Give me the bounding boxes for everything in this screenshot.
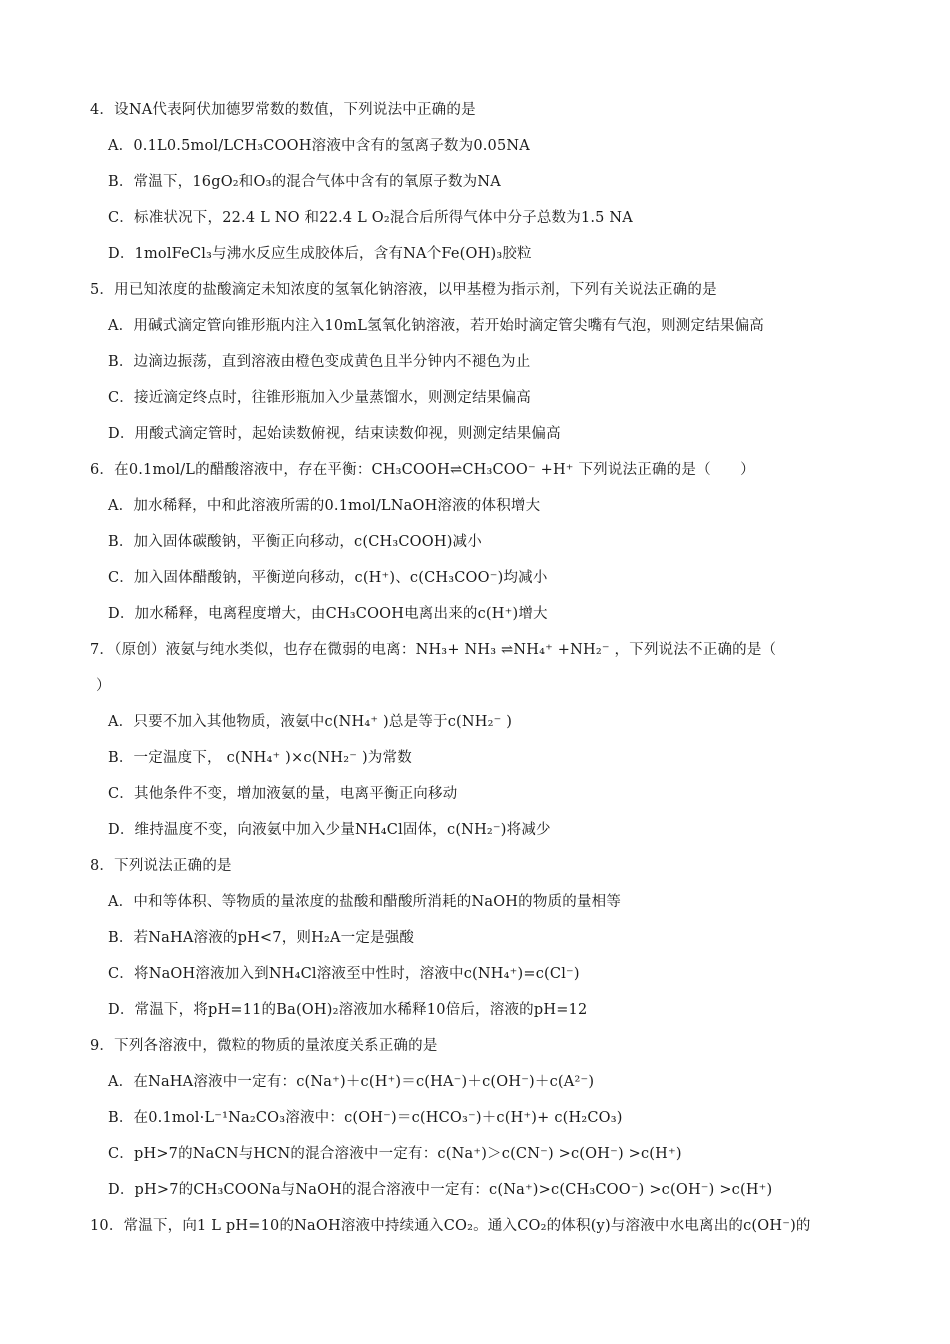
question-9-option-b: B．在0.1mol·L⁻¹Na₂CO₃溶液中：c(OH⁻)＝c(HCO₃⁻)＋c(H⁺)+ c(H₂CO₃): [108, 1110, 623, 1126]
question-7-option-d: D．维持温度不变，向液氨中加入少量NH₄Cl固体，c(NH₂⁻)将减少: [108, 822, 551, 838]
question-6-option-b: B．加入固体碳酸钠，平衡正向移动，c(CH₃COOH)减小: [108, 534, 482, 550]
question-6-stem: 6．在0.1mol/L的醋酸溶液中，存在平衡：CH₃COOH⇌CH₃COO⁻ +H⁺ 下列说法正确的是（ ）: [90, 462, 755, 478]
question-7-option-a: A．只要不加入其他物质，液氨中c(NH₄⁺ )总是等于c(NH₂⁻ ): [108, 714, 513, 730]
question-7-option-c: C．其他条件不变，增加液氨的量，电离平衡正向移动: [108, 786, 458, 802]
question-5-stem: 5．用已知浓度的盐酸滴定未知浓度的氢氧化钠溶液，以甲基橙为指示剂，下列有关说法正确的是: [90, 282, 717, 298]
question-7-stem: 7．（原创）液氨与纯水类似，也存在微弱的电离：NH₃+ NH₃ ⇌NH₄⁺ +NH₂⁻ ，下列说法不正确的是（: [90, 642, 777, 658]
question-6-option-d: D．加水稀释，电离程度增大，由CH₃COOH电离出来的c(H⁺)增大: [108, 606, 548, 622]
question-7-stem-cont: ）: [96, 678, 111, 694]
question-5-option-a: A．用碱式滴定管向锥形瓶内注入10mL氢氧化钠溶液，若开始时滴定管尖嘴有气泡，则测定结果偏高: [108, 318, 764, 334]
question-6-option-a: A．加水稀释，中和此溶液所需的0.1mol/LNaOH溶液的体积增大: [108, 498, 541, 514]
question-7-option-b: B．一定温度下， c(NH₄⁺ )×c(NH₂⁻ )为常数: [108, 750, 412, 766]
question-9-stem: 9．下列各溶液中，微粒的物质的量浓度关系正确的是: [90, 1038, 438, 1054]
question-4-option-d: D．1molFeCl₃与沸水反应生成胶体后，含有NA个Fe(OH)₃胶粒: [108, 246, 532, 262]
question-5-option-d: D．用酸式滴定管时，起始读数俯视，结束读数仰视，则测定结果偏高: [108, 426, 561, 442]
question-8-option-b: B．若NaHA溶液的pH<7，则H₂A一定是强酸: [108, 930, 415, 946]
question-8-option-a: A．中和等体积、等物质的量浓度的盐酸和醋酸所消耗的NaOH的物质的量相等: [108, 894, 622, 910]
question-9-option-d: D．pH>7的CH₃COONa与NaOH的混合溶液中一定有：c(Na⁺)>c(CH₃COO⁻) >c(OH⁻) >c(H⁺): [108, 1182, 773, 1198]
question-4-option-b: B．常温下，16gO₂和O₃的混合气体中含有的氧原子数为NA: [108, 174, 501, 190]
question-10-stem: 10．常温下，向1 L pH=10的NaOH溶液中持续通入CO₂。通入CO₂的体积(y)与溶液中水电离出的c(OH⁻)的: [90, 1218, 811, 1234]
question-8-stem: 8．下列说法正确的是: [90, 858, 232, 874]
question-6-option-c: C．加入固体醋酸钠，平衡逆向移动，c(H⁺)、c(CH₃COO⁻)均减小: [108, 570, 548, 586]
question-4-option-a: A．0.1L0.5mol/LCH₃COOH溶液中含有的氢离子数为0.05NA: [108, 138, 530, 154]
question-5-option-c: C．接近滴定终点时，往锥形瓶加入少量蒸馏水，则测定结果偏高: [108, 390, 531, 406]
question-4-stem: 4．设NA代表阿伏加德罗常数的数值，下列说法中正确的是: [90, 102, 476, 118]
question-9-option-a: A．在NaHA溶液中一定有：c(Na⁺)＋c(H⁺)＝c(HA⁻)＋c(OH⁻)＋c(A²⁻): [108, 1074, 595, 1090]
question-4-option-c: C．标准状况下，22.4 L NO 和22.4 L O₂混合后所得气体中分子总数为1.5 NA: [108, 210, 633, 226]
question-5-option-b: B．边滴边振荡，直到溶液由橙色变成黄色且半分钟内不褪色为止: [108, 354, 531, 370]
question-8-option-c: C．将NaOH溶液加入到NH₄Cl溶液至中性时，溶液中c(NH₄⁺)=c(Cl⁻): [108, 966, 580, 982]
question-9-option-c: C．pH>7的NaCN与HCN的混合溶液中一定有：c(Na⁺)＞c(CN⁻) >c(OH⁻) >c(H⁺): [108, 1146, 682, 1162]
question-8-option-d: D．常温下，将pH=11的Ba(OH)₂溶液加水稀释10倍后，溶液的pH=12: [108, 1002, 588, 1018]
